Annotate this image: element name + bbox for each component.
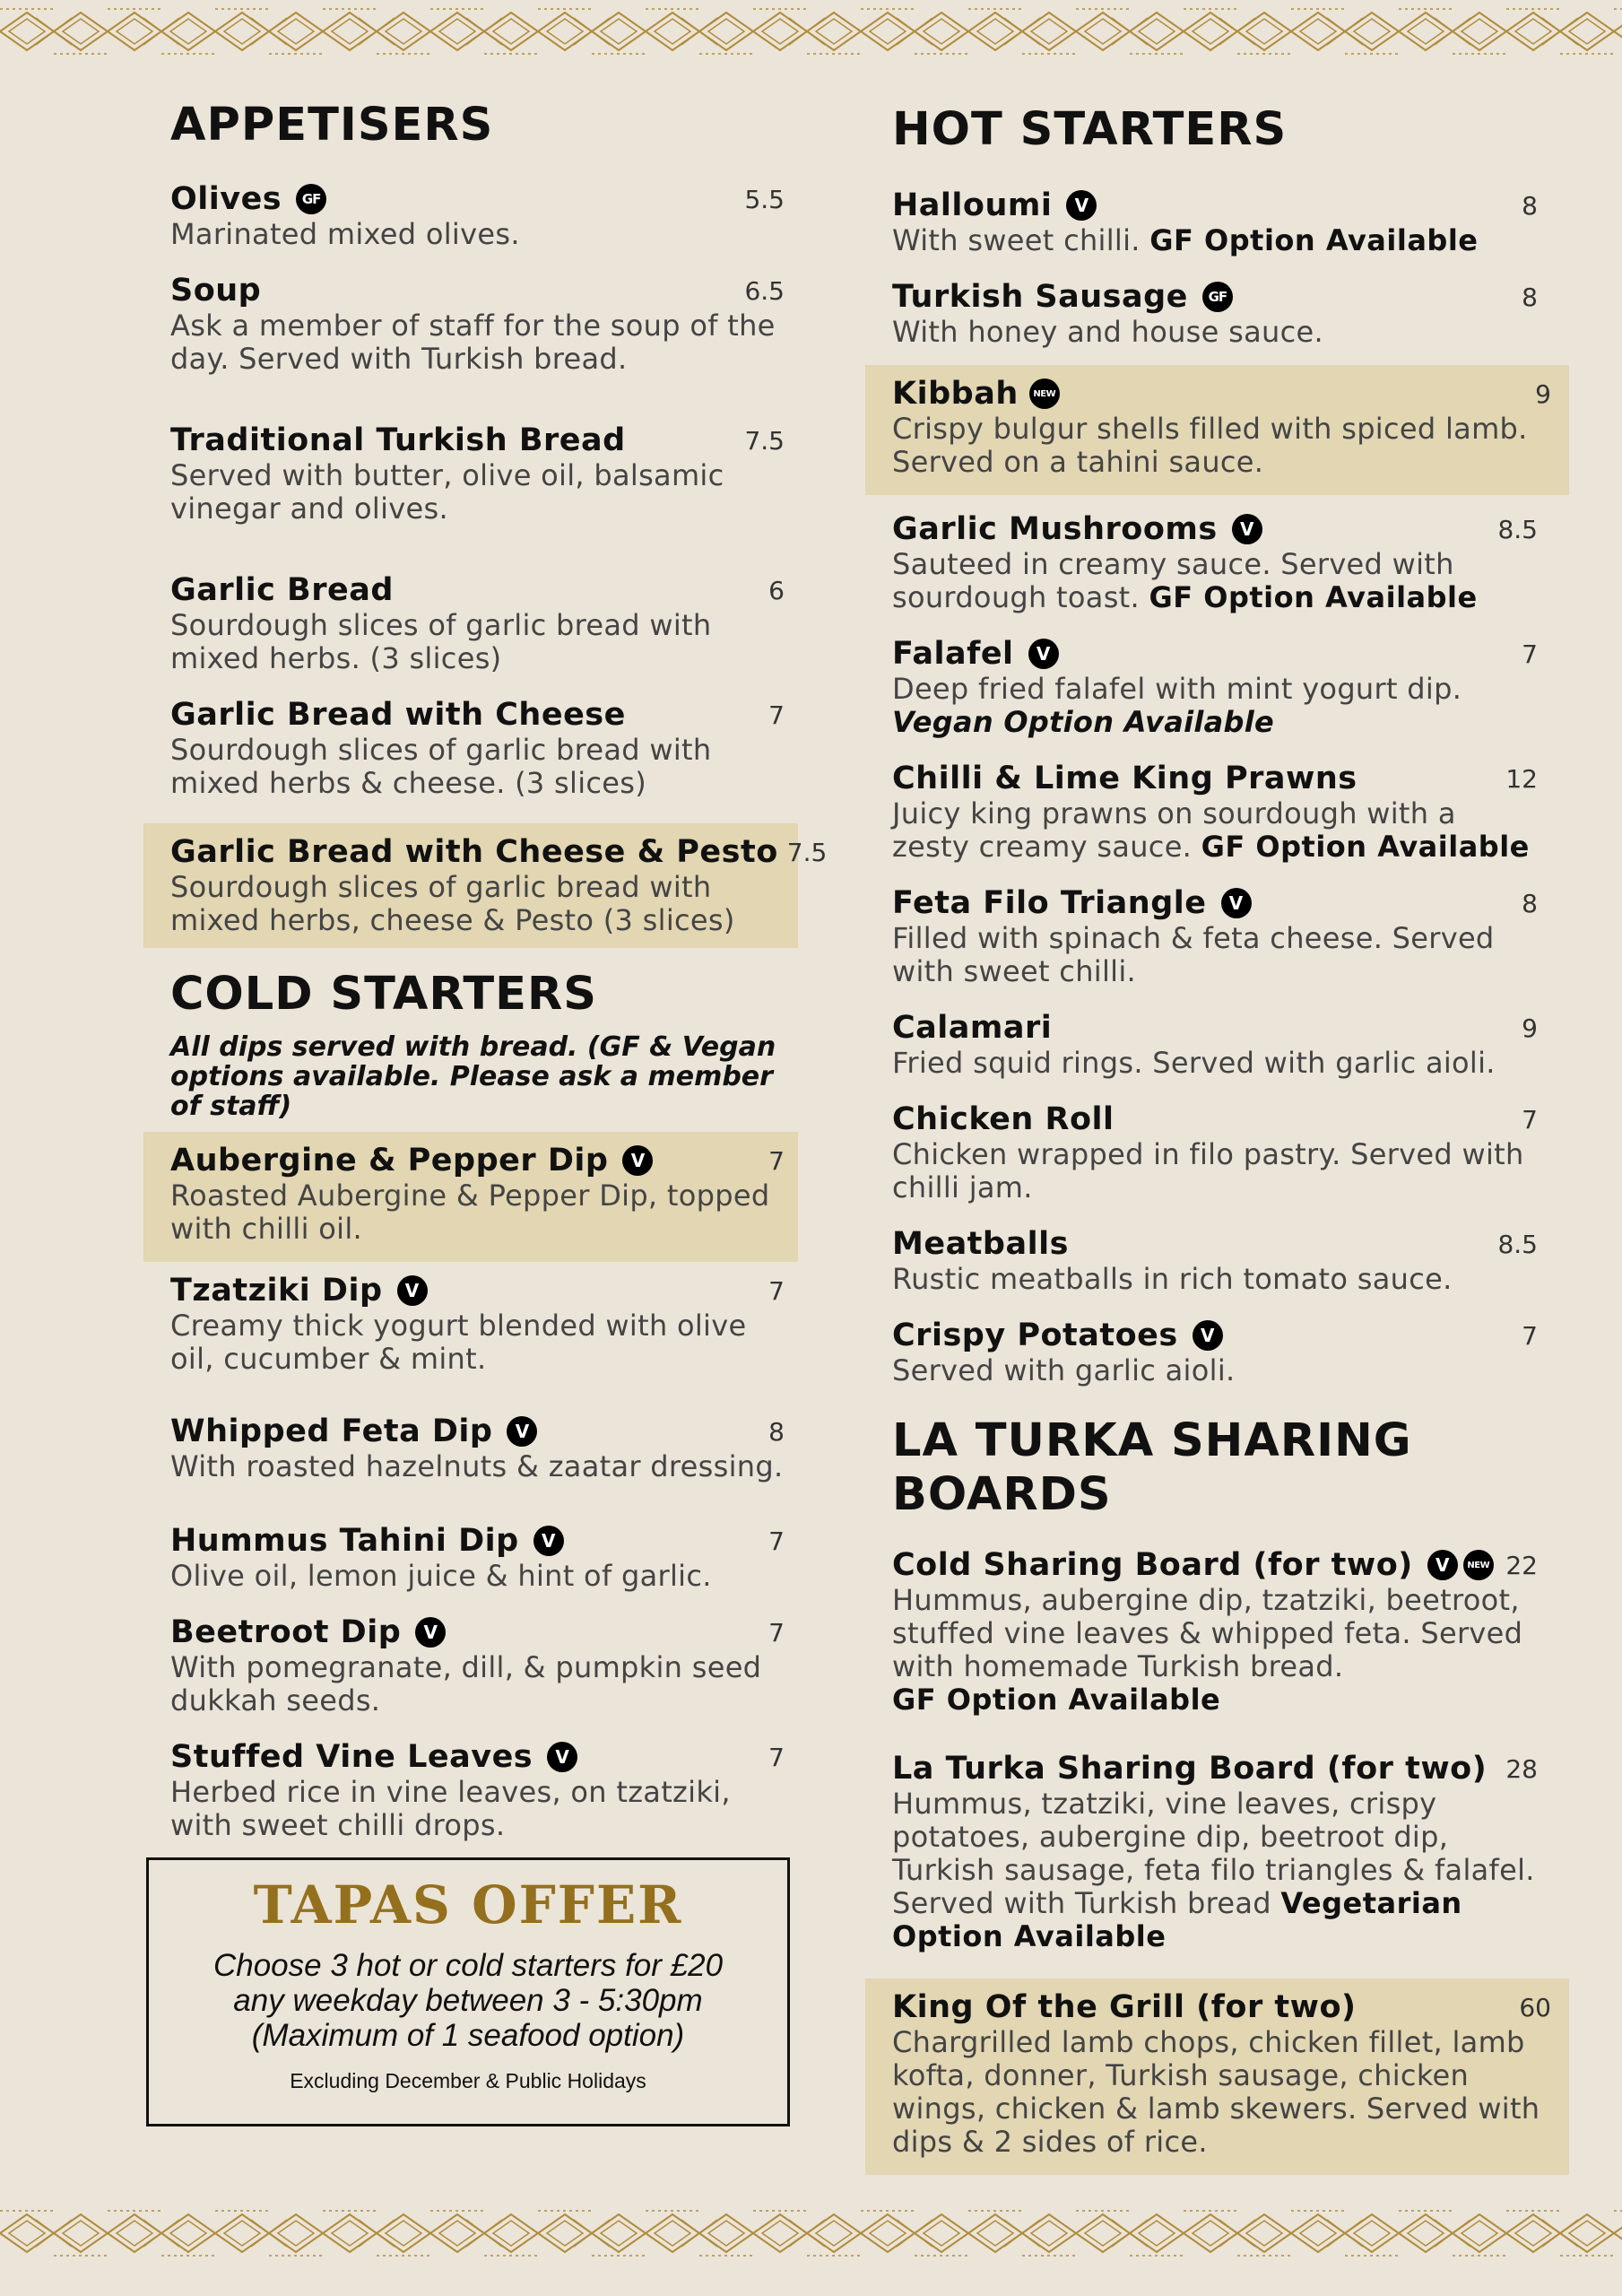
item-description: [892, 797, 1538, 864]
vegetarian-icon: V: [1193, 1320, 1223, 1351]
item-name: Garlic Mushrooms: [892, 511, 1218, 547]
item-name: La Turka Sharing Board (for two): [892, 1751, 1488, 1787]
item-description: [892, 1787, 1538, 1953]
item-price: 8: [1522, 888, 1538, 918]
item-description: With honey and house sauce.: [892, 315, 1323, 349]
item-description: Sourdough slices of garlic bread with mixed herbs & cheese. (3 slices): [170, 733, 712, 800]
menu-item: [879, 177, 1551, 268]
item-description: Marinated mixed olives.: [170, 217, 520, 251]
item-name: Chilli & Lime King Prawns: [892, 761, 1357, 796]
item-description: Chicken wrapped in filo pastry. Served with chilli jam.: [892, 1137, 1524, 1205]
menu-item: [157, 1604, 798, 1728]
menu-item: [879, 625, 1551, 750]
item-name: Whipped Feta Dip: [170, 1413, 493, 1449]
item-name: Meatballs: [892, 1226, 1069, 1262]
item-price: 6.5: [744, 275, 785, 306]
gf-option-note: GF Option Available: [892, 1683, 1221, 1717]
item-description: Rustic meatballs in rich tomato sauce.: [892, 1262, 1453, 1296]
item-name: Hummus Tahini Dip: [170, 1523, 519, 1559]
offer-line: (Maximum of 1 seafood option): [251, 2018, 685, 2053]
item-name: Feta Filo Triangle: [892, 885, 1207, 921]
menu-item: [157, 686, 798, 811]
item-name: Garlic Bread: [170, 572, 394, 608]
offer-line: Choose 3 hot or cold starters for £20: [213, 1948, 724, 1983]
section-note: All dips served with bread. (GF & Vegan options available. Please ask a member of staff): [170, 1031, 776, 1122]
item-description: Crispy bulgur shells filled with spiced lamb. Served on a tahini sauce.: [892, 412, 1528, 479]
menu-item: [879, 268, 1551, 360]
item-description: Olive oil, lemon juice & hint of garlic.: [170, 1559, 712, 1593]
item-name: Cold Sharing Board (for two): [892, 1547, 1413, 1583]
menu-item-highlighted: [143, 1132, 798, 1262]
item-price: 7: [1522, 1320, 1538, 1351]
item-description: Filled with spinach & feta cheese. Served with sweet chilli.: [892, 921, 1495, 988]
menu-item: [879, 1307, 1551, 1398]
menu-item: [879, 1536, 1551, 1727]
menu-item: [879, 999, 1551, 1091]
gluten-free-icon: GF: [1202, 282, 1233, 312]
item-name: Garlic Bread with Cheese & Pesto: [170, 834, 778, 870]
item-price: 7: [768, 1145, 785, 1176]
section-title-sharing-boards: LA TURKA SHARING BOARDS: [892, 1414, 1412, 1521]
item-name: Beetroot Dip: [170, 1614, 402, 1650]
item-price: 9: [1522, 1013, 1538, 1043]
item-name: Soup: [170, 273, 262, 309]
item-description: [892, 1584, 1538, 1717]
offer-title: TAPAS OFFER: [253, 1874, 683, 1935]
item-name: Crispy Potatoes: [892, 1318, 1178, 1353]
item-desc-text: Deep fried falafel with mint yogurt dip.: [892, 672, 1462, 706]
item-price: 7: [768, 700, 785, 730]
item-name: Stuffed Vine Leaves: [170, 1739, 533, 1775]
vegetarian-icon: V: [547, 1742, 577, 1772]
item-price: 8: [1522, 190, 1538, 221]
item-price: 7: [1522, 1104, 1538, 1135]
menu-item: [157, 1512, 798, 1604]
offer-line: any weekday between 3 - 5:30pm: [233, 1983, 703, 2018]
item-description: With roasted hazelnuts & zaatar dressing.: [170, 1449, 784, 1483]
vegetarian-icon: V: [1221, 888, 1252, 918]
item-price: 6: [768, 575, 785, 605]
item-description: [892, 548, 1538, 614]
item-description: With pomegranate, dill, & pumpkin seed dukkah seeds.: [170, 1650, 762, 1718]
menu-item: [879, 500, 1551, 625]
decorative-border-top: [0, 0, 1622, 63]
item-desc-text: Sauteed in creamy sauce. Served with sourdough toast.: [892, 547, 1454, 614]
decorative-border-bottom: [0, 2202, 1622, 2265]
menu-item-highlighted: [865, 1979, 1569, 2175]
item-description: Creamy thick yogurt blended with olive oil, cucumber & mint.: [170, 1309, 747, 1376]
item-desc-text: Juicy king prawns on sourdough with a zesty creamy sauce.: [892, 796, 1456, 864]
vegetarian-icon: V: [507, 1416, 537, 1447]
gf-option-note: GF Option Available: [1149, 580, 1478, 614]
tapas-offer-box: [146, 1857, 790, 2126]
item-price: 60: [1519, 1992, 1551, 2022]
section-title-hot-starters: HOT STARTERS: [892, 103, 1288, 156]
item-name: Calamari: [892, 1010, 1053, 1046]
item-price: 7: [1522, 639, 1538, 669]
item-price: 8: [768, 1416, 785, 1447]
menu-item-highlighted: [143, 823, 828, 948]
item-description: [892, 673, 1538, 739]
diamond-pattern-icon: [0, 2202, 1622, 2265]
item-price: 7: [768, 1526, 785, 1556]
menu-item: [879, 874, 1551, 999]
item-description: [892, 224, 1538, 257]
menu-item: [157, 561, 798, 686]
gf-option-note: GF Option Available: [1201, 830, 1530, 864]
item-price: 8.5: [1497, 1229, 1538, 1259]
item-desc-text: Hummus, aubergine dip, tzatziki, beetroot, stuffed vine leaves & whipped feta. Served with homemade Turkish bread.: [892, 1583, 1523, 1683]
menu-item: [879, 1091, 1551, 1215]
item-description: Ask a member of staff for the soup of the day. Served with Turkish bread.: [170, 309, 776, 376]
menu-item: [157, 262, 798, 387]
menu-item-highlighted: [865, 365, 1569, 495]
item-name: Tzatziki Dip: [170, 1273, 383, 1309]
item-desc-text: Hummus, tzatziki, vine leaves, crispy potatoes, aubergine dip, beetroot dip, Turkish sausage, feta filo triangles & falafel. Served with Turkish bread: [892, 1787, 1535, 1920]
new-icon: NEW: [1463, 1550, 1494, 1580]
gf-option-note: GF Option Available: [1149, 223, 1479, 257]
menu-item: [157, 1403, 798, 1494]
item-price: 28: [1505, 1753, 1538, 1784]
offer-text: [149, 1948, 787, 2053]
item-price: 7: [768, 1617, 785, 1648]
item-name: Kibbah: [892, 376, 1019, 412]
item-price: 7: [768, 1742, 785, 1772]
item-name: King Of the Grill (for two): [892, 1989, 1357, 2025]
diamond-pattern-icon: [0, 0, 1622, 63]
item-description: Sourdough slices of garlic bread with mixed herbs, cheese & Pesto (3 slices): [170, 870, 735, 937]
item-desc-text: With sweet chilli.: [892, 223, 1141, 257]
vegetarian-icon: V: [622, 1145, 653, 1176]
item-description: Fried squid rings. Served with garlic aioli.: [892, 1046, 1496, 1080]
item-description: Sourdough slices of garlic bread with mixed herbs. (3 slices): [170, 608, 712, 675]
menu-item: [157, 1728, 798, 1853]
right-column: [879, 103, 1551, 2175]
item-price: 8.5: [1497, 514, 1538, 544]
menu-item: [879, 1215, 1551, 1307]
item-name: Chicken Roll: [892, 1101, 1115, 1137]
vegetarian-option-note: Vegetarian Option Available: [892, 1886, 1462, 1953]
vegetarian-icon: V: [1427, 1550, 1458, 1580]
item-price: 7.5: [786, 837, 828, 867]
offer-disclaimer: Excluding December & Public Holidays: [290, 2069, 646, 2092]
vegetarian-icon: V: [533, 1526, 564, 1556]
menu-item: [157, 170, 798, 262]
vegetarian-icon: V: [1066, 190, 1097, 221]
item-price: 9: [1535, 378, 1551, 409]
vegan-option-note: Vegan Option Available: [892, 705, 1275, 739]
left-column: [157, 99, 828, 1853]
item-name: Falafel: [892, 636, 1014, 672]
item-name: Turkish Sausage: [892, 279, 1188, 315]
item-name: Traditional Turkish Bread: [170, 422, 626, 458]
item-name: Olives: [170, 181, 282, 217]
menu-item: [157, 1262, 798, 1387]
item-name: Garlic Bread with Cheese: [170, 697, 626, 733]
item-price: 22: [1505, 1550, 1538, 1580]
item-price: 7.5: [744, 425, 785, 456]
menu-item: [879, 750, 1551, 874]
item-description: Roasted Aubergine & Pepper Dip, topped with chilli oil.: [170, 1178, 770, 1246]
vegetarian-icon: V: [397, 1275, 428, 1306]
menu-item: [879, 1740, 1551, 1964]
item-description: Chargrilled lamb chops, chicken fillet, lamb kofta, donner, Turkish sausage, chicken wings, chicken & lamb skewers. Served with dips & 2 sides of rice.: [892, 2025, 1540, 2159]
section-title-appetisers: APPETISERS: [170, 99, 494, 152]
item-description: Served with butter, olive oil, balsamic vinegar and olives.: [170, 458, 724, 526]
item-price: 5.5: [744, 184, 785, 214]
item-name: Aubergine & Pepper Dip: [170, 1143, 609, 1178]
new-icon: NEW: [1029, 378, 1060, 409]
item-price: 8: [1522, 282, 1538, 312]
item-name: Halloumi: [892, 187, 1053, 223]
section-title-cold-starters: COLD STARTERS: [170, 968, 598, 1021]
item-price: 7: [768, 1275, 785, 1306]
gluten-free-icon: GF: [296, 184, 326, 214]
item-description: Served with garlic aioli.: [892, 1353, 1236, 1387]
vegetarian-icon: V: [1028, 639, 1059, 669]
vegetarian-icon: V: [1232, 514, 1262, 544]
item-price: 12: [1505, 763, 1538, 794]
vegetarian-icon: V: [415, 1617, 446, 1648]
menu-item: [157, 412, 798, 536]
item-description: Herbed rice in vine leaves, on tzatziki, with sweet chilli drops.: [170, 1775, 731, 1842]
